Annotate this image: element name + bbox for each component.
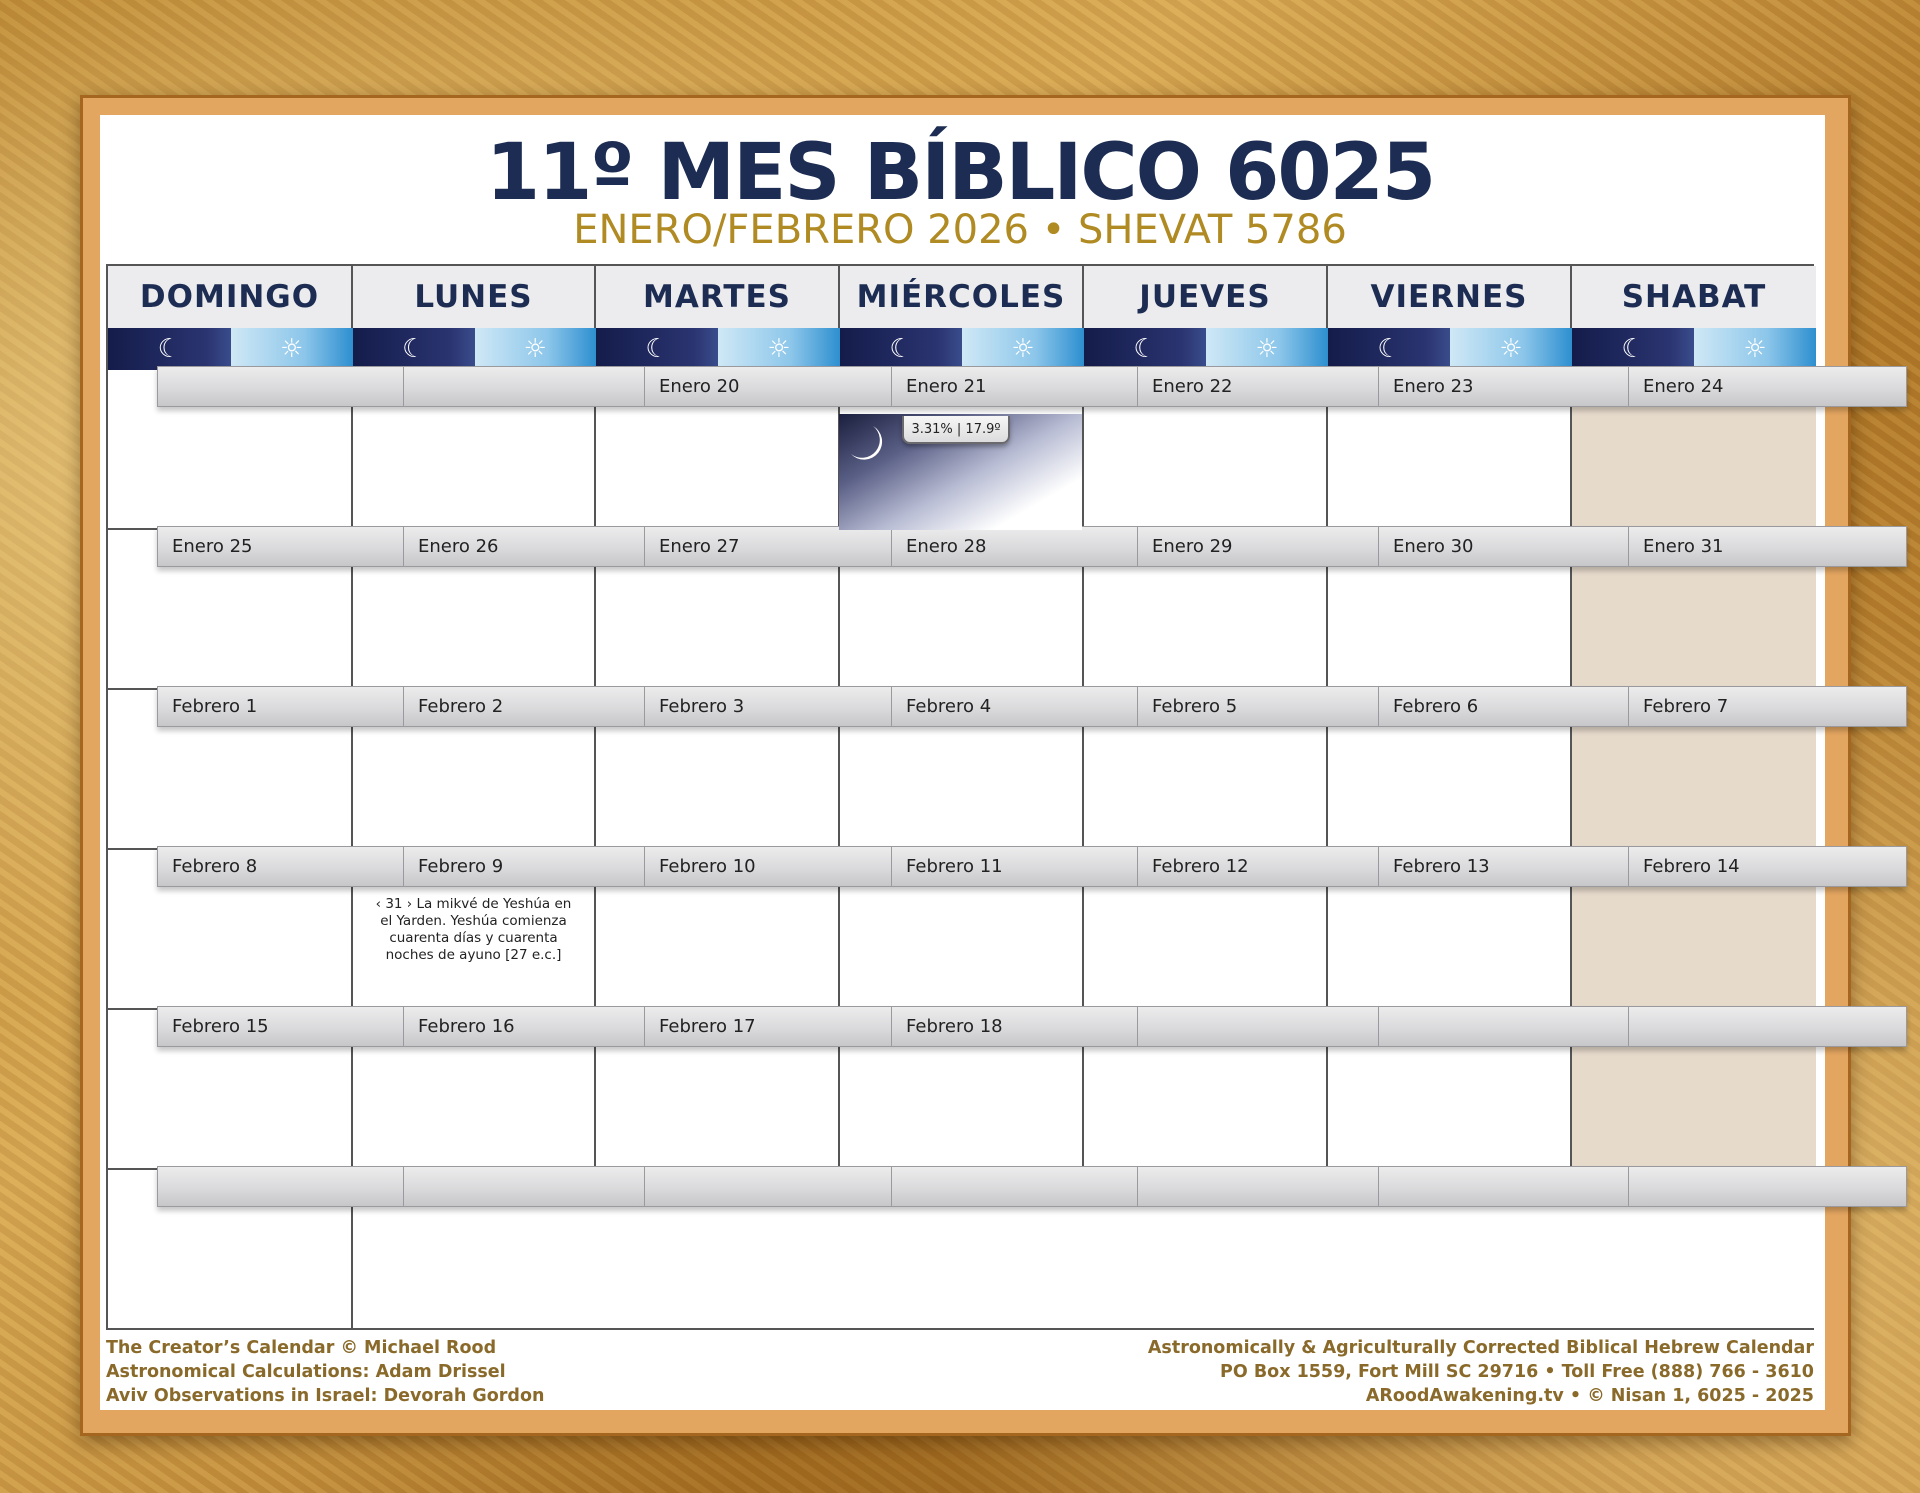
sun-icon: ☼ — [280, 334, 304, 364]
gregorian-date-label: Febrero 18 — [891, 1007, 1137, 1046]
gregorian-date-label: Febrero 6 — [1378, 687, 1628, 726]
gregorian-date-label — [1378, 1007, 1628, 1046]
gregorian-date-strip — [157, 846, 1907, 887]
gregorian-date-label — [644, 1167, 891, 1206]
gregorian-date-label: Enero 23 — [1378, 367, 1628, 406]
moon-icon: ☾ — [157, 334, 181, 364]
gregorian-date-label — [1378, 1167, 1628, 1206]
gregorian-date-label: Febrero 15 — [172, 1016, 269, 1037]
gregorian-date-label: Febrero 11 — [891, 847, 1137, 886]
page-subtitle: ENERO/FEBRERO 2026 • SHEVAT 5786 — [573, 207, 1347, 253]
sun-icon: ☼ — [1743, 334, 1767, 364]
day-half — [718, 328, 840, 370]
gregorian-date-label — [1628, 1167, 1908, 1206]
gregorian-date-label — [158, 367, 403, 406]
footer-line: Astronomical Calculations: Adam Drissel — [106, 1362, 506, 1382]
footer-line: ARoodAwakening.tv • © Nisan 1, 6025 - 2025 — [1365, 1386, 1814, 1406]
gregorian-date-label: Febrero 14 — [1628, 847, 1908, 886]
sun-icon: ☼ — [1255, 334, 1279, 364]
weekday-header: SHABAT — [1572, 266, 1816, 328]
night-half — [1084, 328, 1206, 370]
moon-icon: ☾ — [1621, 334, 1645, 364]
event-note: ‹ 31 › La mikvé de Yeshúa en el Yarden. Yeshúa comienza cuarenta días y cuarenta noches de ayuno [27 e.c.] — [375, 896, 572, 963]
night-half — [840, 328, 962, 370]
gregorian-date-label — [403, 367, 644, 406]
weekday-header: VIERNES — [1328, 266, 1572, 328]
gregorian-date-label: Febrero 3 — [644, 687, 891, 726]
gregorian-date-label: Enero 24 — [1628, 367, 1908, 406]
sun-icon: ☼ — [1499, 334, 1523, 364]
gregorian-date-strip — [157, 526, 1907, 567]
night-half — [1572, 328, 1694, 370]
moon-icon: ☾ — [1133, 334, 1157, 364]
day-night-bar — [1084, 328, 1328, 370]
crescent-moon-icon — [843, 420, 889, 466]
sun-icon: ☼ — [1011, 334, 1035, 364]
gregorian-date-label: Febrero 12 — [1137, 847, 1378, 886]
gregorian-date-label — [403, 1167, 644, 1206]
gregorian-date-label: Febrero 8 — [172, 856, 258, 877]
gregorian-date-label: Febrero 13 — [1378, 847, 1628, 886]
moon-illumination-label: 3.31% | 17.9º — [902, 416, 1010, 444]
footer-line: Astronomically & Agriculturally Corrected Biblical Hebrew Calendar — [1147, 1338, 1814, 1358]
footer-contact — [1148, 1336, 1814, 1408]
sun-icon: ☼ — [523, 334, 547, 364]
page-title: 11º MES BÍBLICO 6025 — [485, 128, 1435, 218]
gregorian-date-label: Febrero 2 — [403, 687, 644, 726]
gregorian-date-label — [1137, 1007, 1378, 1046]
day-half — [475, 328, 597, 370]
day-night-bar — [596, 328, 840, 370]
gregorian-date-label: Enero 26 — [403, 527, 644, 566]
gregorian-date-label: Enero 21 — [891, 367, 1137, 406]
gregorian-date-label: Febrero 9 — [403, 847, 644, 886]
footer-line: Aviv Observations in Israel: Devorah Gordon — [106, 1386, 545, 1406]
weekday-header: MARTES — [596, 266, 840, 328]
gregorian-date-strip — [157, 686, 1907, 727]
gregorian-date-label: Febrero 7 — [1628, 687, 1908, 726]
day-night-bar — [108, 328, 353, 370]
moon-icon: ☾ — [645, 334, 669, 364]
gregorian-date-label — [891, 1167, 1137, 1206]
footer-line: PO Box 1559, Fort Mill SC 29716 • Toll Free (888) 766 - 3610 — [1220, 1362, 1814, 1382]
gregorian-date-label: Enero 22 — [1137, 367, 1378, 406]
moon-icon: ☾ — [1377, 334, 1401, 364]
footer-line: The Creator’s Calendar © Michael Rood — [106, 1338, 497, 1358]
day-night-bar — [1572, 328, 1816, 370]
weekday-header: LUNES — [353, 266, 596, 328]
gregorian-date-strip — [157, 366, 1907, 407]
day-half — [1206, 328, 1328, 370]
weekday-header: JUEVES — [1084, 266, 1328, 328]
day-night-bar — [353, 328, 596, 370]
gregorian-date-label — [1137, 1167, 1378, 1206]
gregorian-date-label: Enero 31 — [1628, 527, 1908, 566]
gregorian-date-strip — [157, 1006, 1907, 1047]
gregorian-date-label — [1628, 1007, 1908, 1046]
night-half — [1328, 328, 1450, 370]
day-night-bar — [1328, 328, 1572, 370]
weekday-header: MIÉRCOLES — [840, 266, 1084, 328]
gregorian-date-strip — [157, 1166, 1907, 1207]
gregorian-date-label: Enero 28 — [891, 527, 1137, 566]
gregorian-date-label: Enero 29 — [1137, 527, 1378, 566]
day-night-bar — [840, 328, 1084, 370]
footer-credits — [106, 1336, 544, 1408]
gregorian-date-label: Febrero 10 — [644, 847, 891, 886]
day-half — [962, 328, 1084, 370]
moon-icon: ☾ — [402, 334, 426, 364]
gregorian-date-label: Enero 30 — [1378, 527, 1628, 566]
gregorian-date-label: Febrero 16 — [403, 1007, 644, 1046]
gregorian-date-label: Enero 25 — [172, 536, 253, 557]
gregorian-date-label: Febrero 5 — [1137, 687, 1378, 726]
gregorian-date-label: Febrero 1 — [172, 696, 258, 717]
night-half — [353, 328, 475, 370]
day-half — [231, 328, 354, 370]
gregorian-date-label: Enero 27 — [644, 527, 891, 566]
sun-icon: ☼ — [767, 334, 791, 364]
gregorian-date-label — [158, 1167, 403, 1206]
gregorian-date-label: Febrero 17 — [644, 1007, 891, 1046]
moon-icon: ☾ — [889, 334, 913, 364]
weekday-header: DOMINGO — [108, 266, 353, 328]
night-half — [108, 328, 231, 370]
gregorian-date-label: Enero 20 — [644, 367, 891, 406]
day-half — [1694, 328, 1816, 370]
night-half — [596, 328, 718, 370]
gregorian-date-label: Febrero 4 — [891, 687, 1137, 726]
day-half — [1450, 328, 1572, 370]
